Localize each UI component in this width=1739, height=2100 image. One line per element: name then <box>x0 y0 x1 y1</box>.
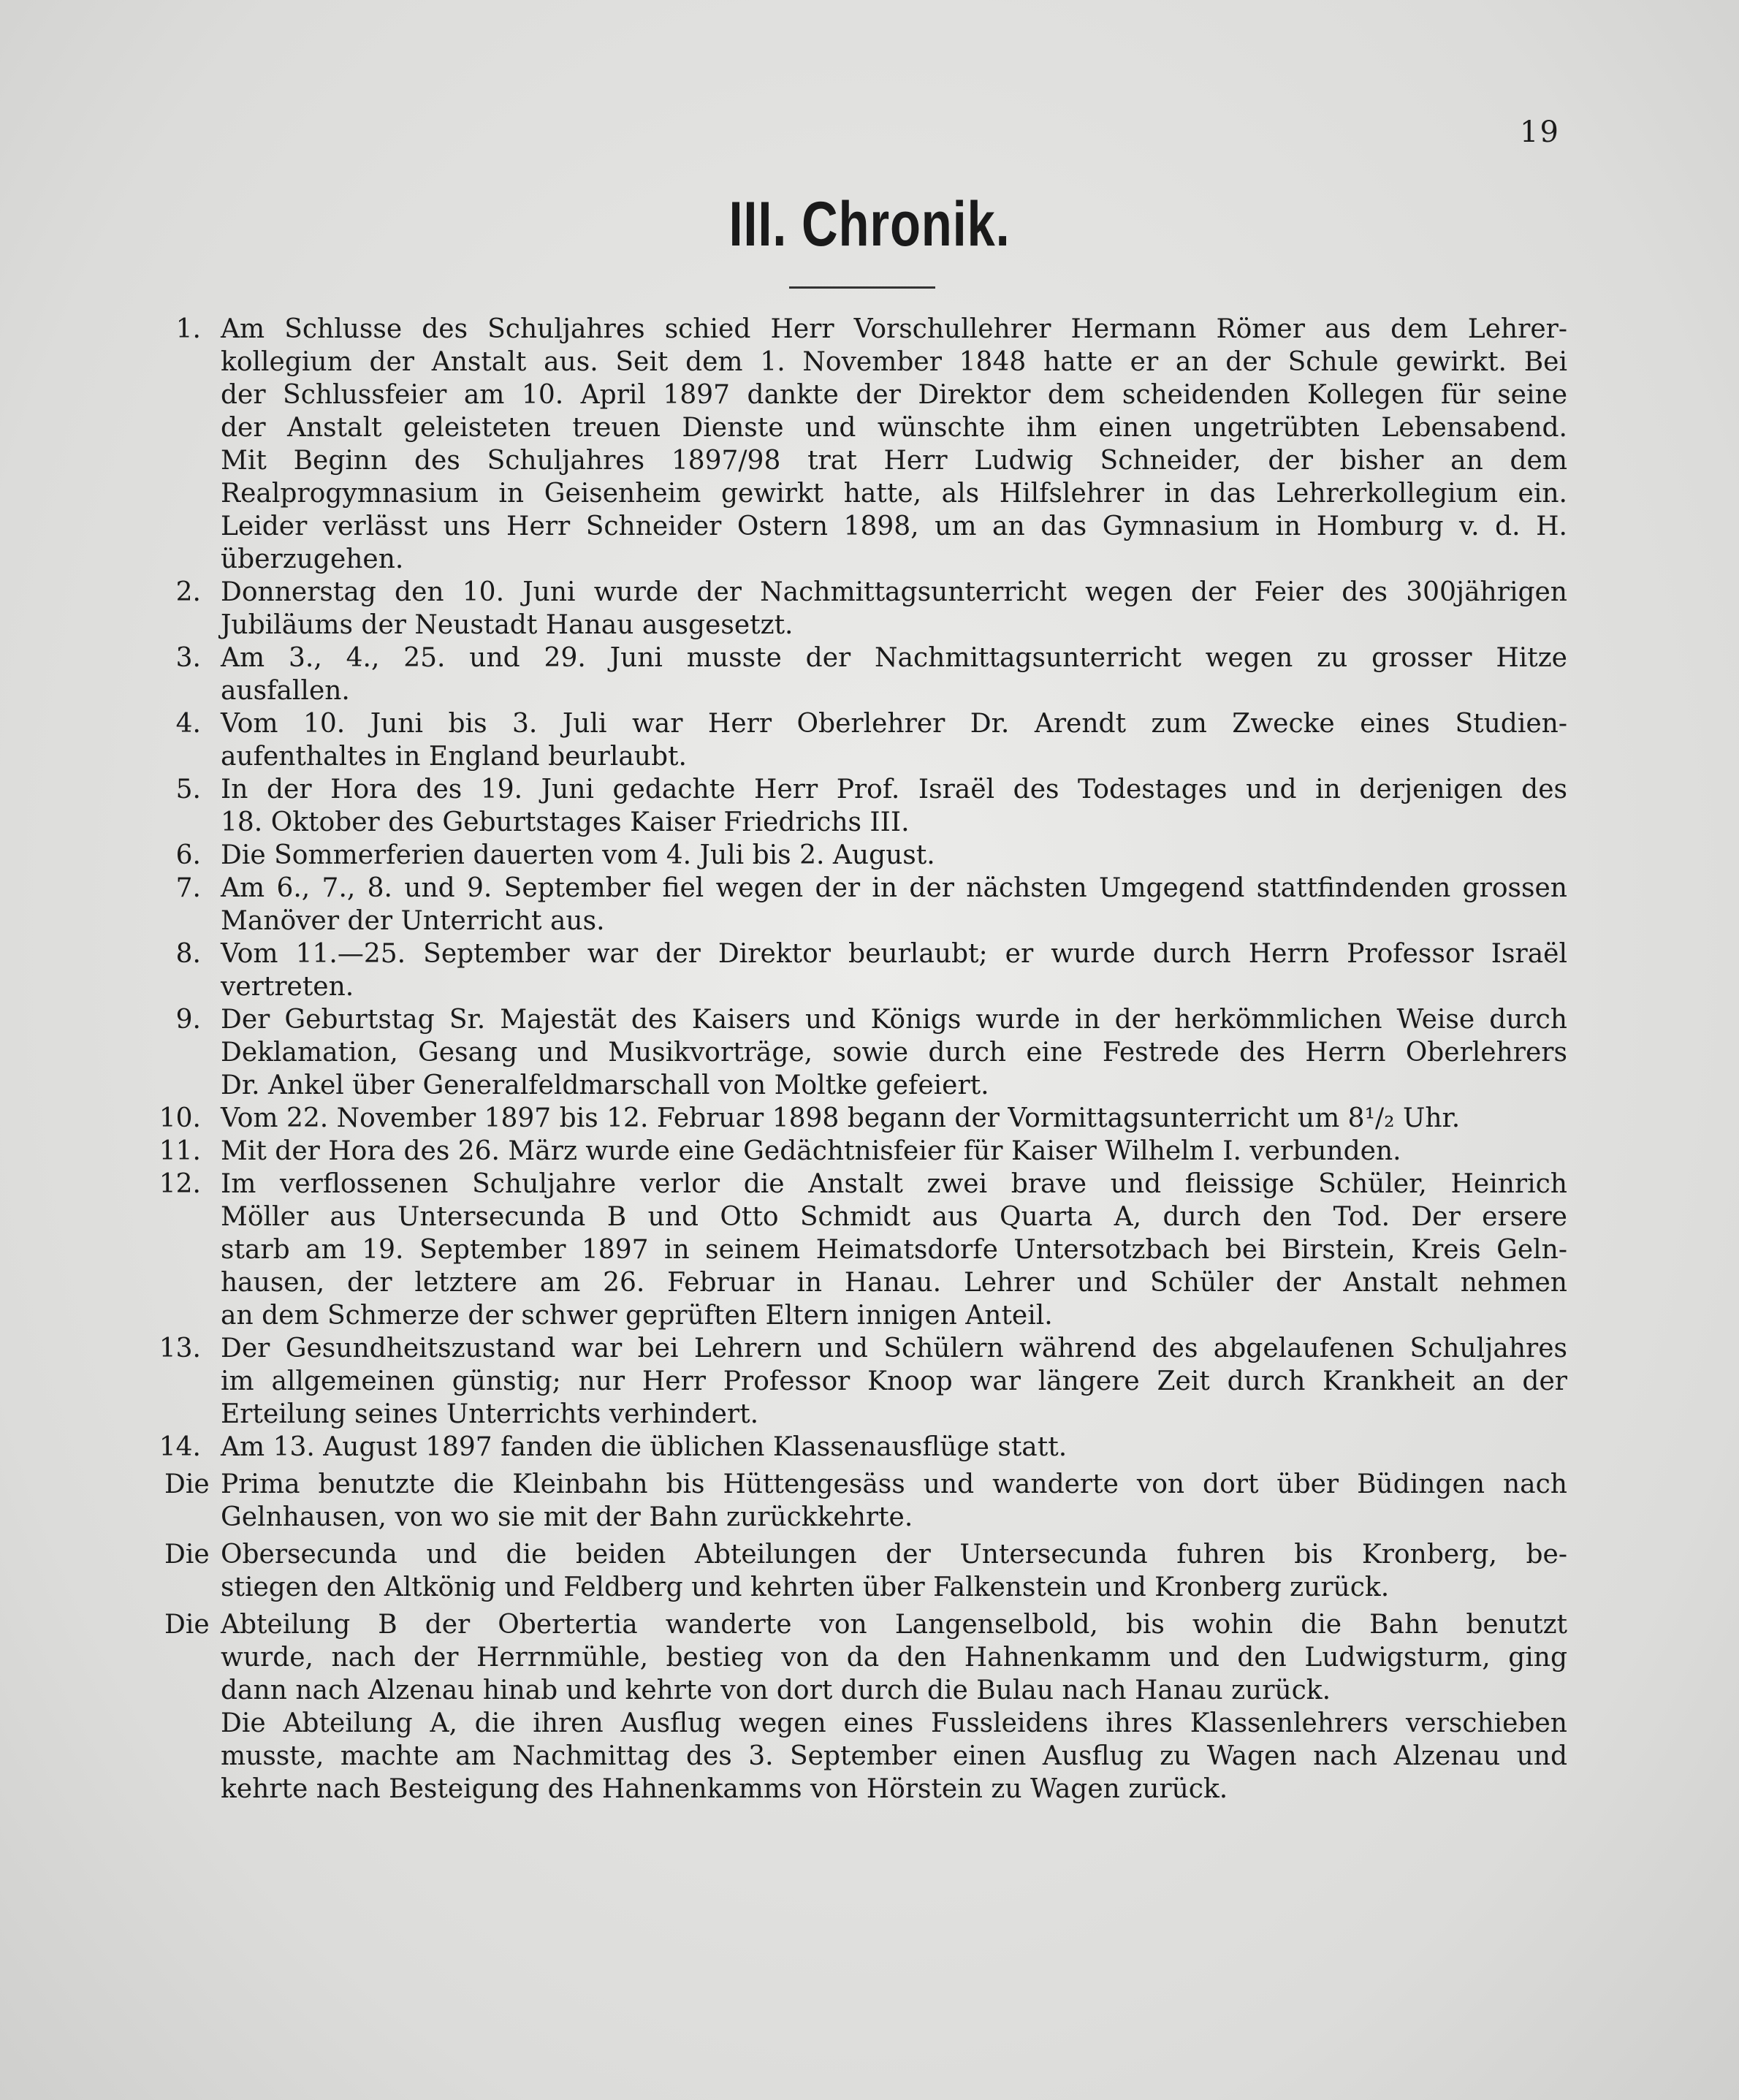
chronicle-line <box>153 576 1567 609</box>
page-title: III. Chronik. <box>728 189 1011 259</box>
entry-text-line: Deklamation, Gesang und Musikvorträge, sowie durch eine Festrede des Herrn Oberlehrers <box>221 1038 1567 1068</box>
chronicle-line <box>153 1233 1567 1266</box>
chronicle-line <box>153 411 1567 444</box>
entry-text-line: Gelnhausen, von wo sie mit der Bahn zurückkehrte. <box>221 1502 913 1532</box>
chronicle-line <box>153 1299 1567 1332</box>
chronicle-line <box>153 510 1567 543</box>
entry-text-line: Realprogymnasium in Geisenheim gewirkt hatte, als Hilfslehrer in das Lehrerkollegium ein. <box>221 479 1567 509</box>
chronicle-line <box>153 1468 1567 1501</box>
entry-text-line: stiegen den Altkönig und Feldberg und kehrten über Falkenstein und Kronberg zurück. <box>221 1572 1390 1602</box>
entry-text-line: Dr. Ankel über Generalfeldmarschall von Moltke gefeiert. <box>221 1070 989 1100</box>
entry-number: 12. <box>159 1169 201 1199</box>
entry-text-line: Mit der Hora des 26. März wurde eine Gedächtnisfeier für Kaiser Wilhelm I. verbunden. <box>221 1136 1401 1166</box>
entry-text-line: Am 13. August 1897 fanden die üblichen Klassenausflüge statt. <box>221 1432 1068 1462</box>
entry-text-line: Donnerstag den 10. Juni wurde der Nachmittagsunterricht wegen der Feier des 300jährigen <box>221 577 1567 607</box>
chronicle-line <box>153 707 1567 740</box>
chronicle-line <box>153 609 1567 642</box>
chronicle-line <box>153 1641 1567 1674</box>
chronicle-line <box>153 1571 1567 1604</box>
entry-number: 6. <box>175 840 201 870</box>
entry-text-line: starb am 19. September 1897 in seinem Heimatsdorfe Untersotzbach bei Birstein, Kreis Geln- <box>221 1235 1567 1265</box>
chronicle-line <box>153 1773 1567 1806</box>
chronicle-line <box>153 1365 1567 1398</box>
chronicle-line <box>153 1431 1567 1464</box>
chronicle-line <box>153 1674 1567 1707</box>
chronicle-line <box>153 1102 1567 1135</box>
chronicle-line <box>153 1608 1567 1641</box>
entry-text-line: Jubiläums der Neustadt Hanau ausgesetzt. <box>221 610 794 640</box>
chronicle-line <box>153 1538 1567 1571</box>
entry-text-line: kollegium der Anstalt aus. Seit dem 1. November 1848 hatte er an der Schule gewirkt. Bei <box>221 347 1567 377</box>
chronicle-line <box>153 806 1567 839</box>
chronicle-line <box>153 970 1567 1003</box>
chronicle-line <box>153 1740 1567 1773</box>
entry-number: 4. <box>175 709 201 739</box>
entry-number: 9. <box>175 1005 201 1035</box>
entry-text-line: Im verflossenen Schuljahre verlor die Anstalt zwei brave und fleissige Schüler, Heinrich <box>221 1169 1567 1199</box>
chronicle-line <box>153 839 1567 872</box>
chronicle-line <box>153 378 1567 411</box>
entry-text-line: hausen, der letztere am 26. Februar in Hanau. Lehrer und Schüler der Anstalt nehmen <box>221 1268 1567 1298</box>
entry-text-line: Die Sommerferien dauerten vom 4. Juli bis 2. August. <box>221 840 935 870</box>
entry-text-line: an dem Schmerze der schwer geprüften Eltern innigen Anteil. <box>221 1301 1053 1331</box>
page-number: 19 <box>1520 115 1560 149</box>
entry-text-line: ausfallen. <box>221 676 350 706</box>
entry-text-line: Leider verlässt uns Herr Schneider Ostern 1898, um an das Gymnasium in Homburg v. d. H. <box>221 511 1567 541</box>
chronicle-line <box>153 444 1567 477</box>
entry-text-line: dann nach Alzenau hinab und kehrte von dort durch die Bulau nach Hanau zurück. <box>221 1675 1331 1705</box>
entry-number: 13. <box>159 1334 201 1363</box>
entry-text-line: Erteilung seines Unterrichts verhindert. <box>221 1399 759 1429</box>
chronicle-line <box>153 773 1567 806</box>
entry-text-line: der Anstalt geleisteten treuen Dienste und wünschte ihm einen ungetrübten Lebensabend. <box>221 413 1567 443</box>
entry-text-line: im allgemeinen günstig; nur Herr Professor Knoop war längere Zeit durch Krankheit an der <box>221 1366 1567 1396</box>
chronicle-line <box>153 543 1567 576</box>
chronicle-line <box>153 477 1567 510</box>
entry-text-line: Obersecunda und die beiden Abteilungen der Untersecunda fuhren bis Kronberg, be- <box>221 1540 1567 1570</box>
entry-lead-word: Die <box>164 1610 210 1640</box>
chronicle-line <box>153 1135 1567 1168</box>
chronicle-line <box>153 1069 1567 1102</box>
entry-text-line: Am Schlusse des Schuljahres schied Herr Vorschullehrer Hermann Römer aus dem Lehrer- <box>221 314 1567 344</box>
chronicle-line <box>153 1332 1567 1365</box>
entry-number: 8. <box>175 939 201 969</box>
entry-number: 7. <box>175 873 201 903</box>
entry-text-line: Am 3., 4., 25. und 29. Juni musste der Nachmittagsunterricht wegen zu grosser Hitze <box>221 643 1567 673</box>
chronicle-line <box>153 674 1567 707</box>
chronicle-line <box>153 1201 1567 1233</box>
entry-lead-word: Die <box>164 1469 210 1499</box>
entry-number: 11. <box>159 1136 201 1166</box>
entry-text-line: Die Abteilung A, die ihren Ausflug wegen eines Fussleidens ihres Klassenlehrers verschieben <box>221 1708 1567 1738</box>
chronicle-line <box>153 1003 1567 1036</box>
chronicle-line <box>153 313 1567 346</box>
entry-text-line: Abteilung B der Obertertia wanderte von Langenselbold, bis wohin die Bahn benutzt <box>221 1610 1567 1640</box>
entry-number: 10. <box>159 1103 201 1133</box>
chronicle-line <box>153 937 1567 970</box>
chronicle-line <box>153 1707 1567 1740</box>
entry-text-line: vertreten. <box>221 972 354 1002</box>
entry-text-line: 18. Oktober des Geburtstages Kaiser Friedrichs III. <box>221 807 910 837</box>
entry-text-line: Vom 22. November 1897 bis 12. Februar 1898 begann der Vormittagsunterricht um 8¹/₂ Uhr. <box>221 1103 1461 1133</box>
chronicle-line <box>153 1168 1567 1201</box>
chronicle-line <box>153 740 1567 773</box>
title-divider <box>789 286 935 289</box>
entry-text-line: Der Gesundheitszustand war bei Lehrern und Schülern während des abgelaufenen Schuljahres <box>221 1334 1567 1363</box>
chronicle-line <box>153 346 1567 378</box>
entry-number: 3. <box>175 643 201 673</box>
entry-number: 1. <box>175 314 201 344</box>
chronicle-line <box>153 1266 1567 1299</box>
entry-text-line: aufenthaltes in England beurlaubt. <box>221 742 687 772</box>
chronicle-line <box>153 1501 1567 1534</box>
chronicle-line <box>153 872 1567 905</box>
chronicle-line <box>153 642 1567 674</box>
entry-text-line: Manöver der Unterricht aus. <box>221 906 605 936</box>
entry-text-line: überzugehen. <box>221 544 404 574</box>
entry-text-line: musste, machte am Nachmittag des 3. September einen Ausflug zu Wagen nach Alzenau und <box>221 1741 1567 1771</box>
entry-number: 5. <box>175 775 201 804</box>
entry-text-line: Der Geburtstag Sr. Majestät des Kaisers und Königs wurde in der herkömmlichen Weise durch <box>221 1005 1567 1035</box>
chronicle-list <box>153 313 1567 1806</box>
entry-text-line: wurde, nach der Herrnmühle, bestieg von da den Hahnenkamm und den Ludwigsturm, ging <box>221 1643 1567 1673</box>
entry-text-line: Vom 10. Juni bis 3. Juli war Herr Oberlehrer Dr. Arendt zum Zwecke eines Studien- <box>221 709 1567 739</box>
entry-number: 2. <box>175 577 201 607</box>
entry-text-line: Prima benutzte die Kleinbahn bis Hüttengesäss und wanderte von dort über Büdingen nach <box>221 1469 1567 1499</box>
entry-text-line: Möller aus Untersecunda B und Otto Schmidt aus Quarta A, durch den Tod. Der ersere <box>221 1202 1567 1232</box>
entry-text-line: Vom 11.—25. September war der Direktor beurlaubt; er wurde durch Herrn Professor Israël <box>221 939 1567 969</box>
entry-text-line: In der Hora des 19. Juni gedachte Herr Prof. Israël des Todestages und in derjenigen des <box>221 775 1567 804</box>
entry-text-line: Mit Beginn des Schuljahres 1897/98 trat Herr Ludwig Schneider, der bisher an dem <box>221 446 1567 476</box>
entry-text-line: kehrte nach Besteigung des Hahnenkamms von Hörstein zu Wagen zurück. <box>221 1774 1228 1804</box>
entry-text-line: der Schlussfeier am 10. April 1897 dankte der Direktor dem scheidenden Kollegen für seine <box>221 380 1567 410</box>
entry-number: 14. <box>159 1432 201 1462</box>
chronicle-line <box>153 905 1567 937</box>
entry-lead-word: Die <box>164 1540 210 1570</box>
entry-text-line: Am 6., 7., 8. und 9. September fiel wegen der in der nächsten Umgegend stattfindenden grossen <box>221 873 1567 903</box>
chronicle-line <box>153 1398 1567 1431</box>
chronicle-line <box>153 1036 1567 1069</box>
